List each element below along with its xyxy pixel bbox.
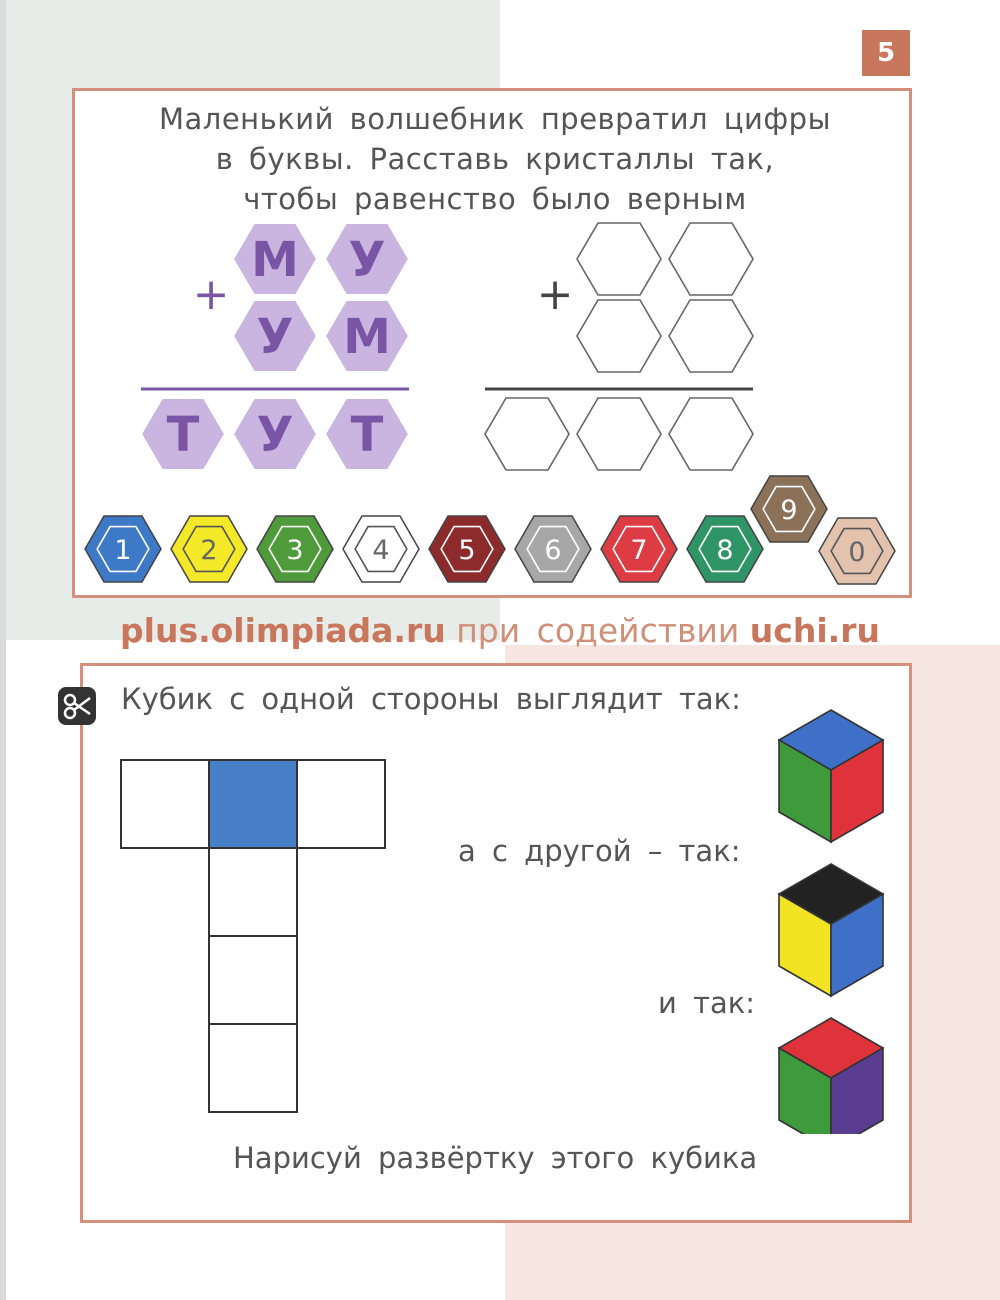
empty-cell[interactable]	[485, 398, 569, 470]
empty-plus-sign: +	[536, 269, 574, 320]
letter-letter: Т	[166, 407, 200, 463]
net-cell-down-2[interactable]	[209, 936, 297, 1024]
net-cell-down-3[interactable]	[209, 1024, 297, 1112]
third-view-text: и так:	[658, 986, 756, 1020]
empty-addition[interactable]	[485, 223, 753, 470]
crystal-label: 1	[114, 535, 132, 566]
cube-prompt: Кубик с одной стороны выглядит так:	[121, 682, 741, 716]
scissors-icon	[57, 686, 97, 726]
crystal-label: 3	[286, 535, 304, 566]
letter-plus-sign: +	[192, 269, 230, 320]
crystal-label: 4	[372, 535, 390, 566]
site-link[interactable]: plus.olimpiada.ru	[120, 611, 446, 650]
cube-view-1	[779, 710, 883, 842]
crystal-1[interactable]	[85, 516, 161, 582]
crystal-8[interactable]	[687, 516, 763, 582]
cube-view-3	[779, 1018, 883, 1134]
banner-middle-text: при содействии	[456, 611, 740, 650]
crystal-0[interactable]	[819, 518, 895, 584]
empty-cell[interactable]	[669, 398, 753, 470]
crystal-label: 8	[716, 535, 734, 566]
crystal-label: 2	[200, 535, 218, 566]
instruction-line-3: чтобы равенство было верным	[243, 182, 747, 216]
puzzle-panel	[72, 88, 912, 598]
instruction-line-2: в буквы. Расставь кристаллы так,	[215, 142, 775, 176]
instruction-line-1: Маленький волшебник превратил цифры	[159, 102, 831, 136]
crystal-label: 6	[544, 535, 562, 566]
crystal-label: 9	[780, 495, 798, 526]
crystal-7[interactable]	[601, 516, 677, 582]
empty-cell[interactable]	[577, 398, 661, 470]
empty-cell[interactable]	[577, 300, 661, 372]
net-cell-left[interactable]	[121, 760, 209, 848]
page-number: 5	[862, 30, 910, 76]
letter-addition	[141, 223, 409, 470]
partner-link[interactable]: uchi.ru	[749, 611, 880, 650]
crystal-5[interactable]	[429, 516, 505, 582]
empty-cell[interactable]	[669, 300, 753, 372]
letter-letter: М	[343, 309, 391, 365]
net-cell-right[interactable]	[297, 760, 385, 848]
letter-letter: У	[348, 232, 386, 288]
crystal-label: 5	[458, 535, 476, 566]
cube-panel	[80, 663, 912, 1223]
letter-letter: У	[256, 309, 294, 365]
cube-net[interactable]	[119, 758, 409, 1128]
crystal-3[interactable]	[257, 516, 333, 582]
crystal-label: 0	[848, 537, 866, 568]
empty-cell[interactable]	[577, 223, 661, 295]
letter-letter: У	[256, 407, 294, 463]
net-cell-center[interactable]	[209, 760, 297, 848]
cube-view-2	[779, 864, 883, 996]
footer-banner	[0, 606, 1000, 656]
net-cell-down-1[interactable]	[209, 848, 297, 936]
second-view-text: а с другой – так:	[458, 834, 741, 868]
final-instruction: Нарисуй развёртку этого кубика	[233, 1141, 758, 1175]
letter-letter: Т	[350, 407, 384, 463]
crystal-row	[75, 471, 909, 601]
crystal-label: 7	[630, 535, 648, 566]
crystal-9[interactable]	[751, 476, 827, 542]
crystal-4[interactable]	[343, 516, 419, 582]
crystal-6[interactable]	[515, 516, 591, 582]
empty-cell[interactable]	[669, 223, 753, 295]
cube-views	[775, 694, 895, 1134]
crystal-2[interactable]	[171, 516, 247, 582]
letter-letter: М	[251, 232, 299, 288]
